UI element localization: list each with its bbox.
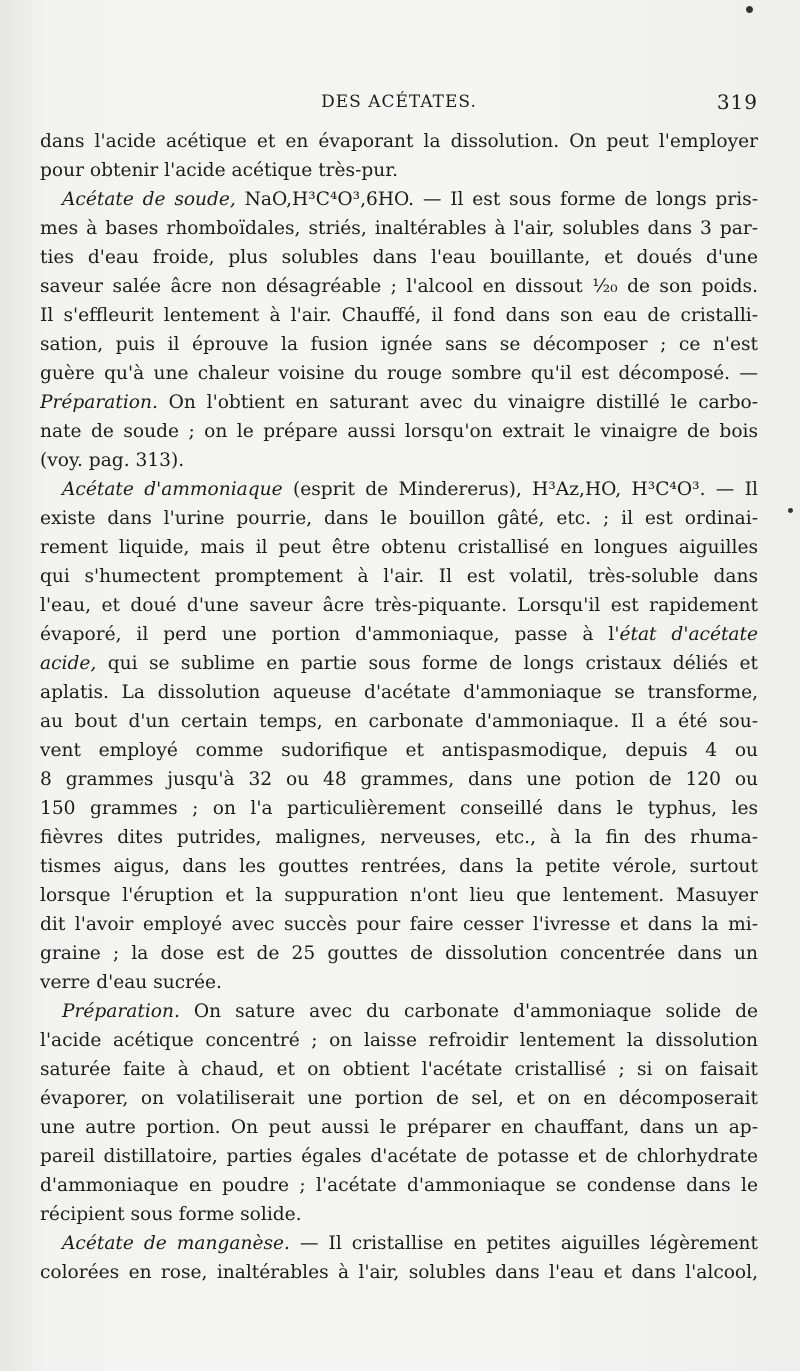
text-line <box>40 620 758 649</box>
text-line <box>40 185 758 214</box>
italic-term: Acétate de soude, <box>62 189 236 210</box>
text-run: l'acide acétique concentré ; on laisse refroidir lentement la dissolution <box>40 1030 758 1051</box>
text-line <box>40 881 758 910</box>
text-line <box>40 997 758 1026</box>
page-number: 319 <box>716 90 758 114</box>
ink-speck <box>788 508 793 513</box>
text-run: saveur salée âcre non désagréable ; l'alcool en dissout ¹⁄₂₀ de son poids. <box>40 276 758 297</box>
text-run: — Il cristallise en petites aiguilles légèrement <box>289 1233 758 1254</box>
text-run: ties d'eau froide, plus solubles dans l'eau bouillante, et doués d'une <box>40 247 758 268</box>
text-run: nate de soude ; on le prépare aussi lorsqu'on extrait le vinaigre de bois <box>40 421 758 442</box>
text-line <box>40 823 758 852</box>
text-run: 150 grammes ; on l'a particulièrement conseillé dans le typhus, les <box>40 798 758 819</box>
text-line <box>40 910 758 939</box>
text-line <box>40 388 758 417</box>
text-run: On l'obtient en saturant avec du vinaigre distillé le carbo- <box>157 392 758 413</box>
text-run: existe dans l'urine pourrie, dans le bouillon gâté, etc. ; il est ordinai- <box>40 508 758 529</box>
text-line <box>40 794 758 823</box>
text-line <box>40 417 758 446</box>
text-line <box>40 156 758 185</box>
text-line <box>40 939 758 968</box>
text-run: aplatis. La dissolution aqueuse d'acétate d'ammoniaque se transforme, <box>40 682 758 703</box>
text-line <box>40 1171 758 1200</box>
text-line <box>40 736 758 765</box>
running-header <box>40 88 758 118</box>
text-run: rement liquide, mais il peut être obtenu cristallisé en longues aiguilles <box>40 537 758 558</box>
italic-term: Préparation. <box>40 392 158 413</box>
text-line <box>40 562 758 591</box>
italic-term: Préparation. <box>62 1001 180 1022</box>
text-line <box>40 243 758 272</box>
text-run: qui se sublime en partie sous forme de longs cristaux déliés et <box>96 653 758 674</box>
text-line <box>40 591 758 620</box>
text-line <box>40 1142 758 1171</box>
text-run: guère qu'à une chaleur voisine du rouge sombre qu'il est décomposé. — <box>40 363 758 384</box>
text-run: vent employé comme sudorifique et antispasmodique, depuis 4 ou <box>40 740 758 761</box>
running-title: DES ACÉTATES. <box>321 92 477 112</box>
text-line <box>40 852 758 881</box>
text-run: lorsque l'éruption et la suppuration n'ont lieu que lentement. Masuyer <box>40 885 758 906</box>
text-run: une autre portion. On peut aussi le préparer en chauffant, dans un ap- <box>40 1117 758 1138</box>
text-run: au bout d'un certain temps, en carbonate d'ammoniaque. Il a été sou- <box>40 711 758 732</box>
text-line <box>40 1229 758 1258</box>
text-line <box>40 707 758 736</box>
text-run: fièvres dites putrides, malignes, nerveuses, etc., à la fin des rhuma- <box>40 827 758 848</box>
text-line <box>40 214 758 243</box>
text-run: l'eau, et doué d'une saveur âcre très-piquante. Lorsqu'il est rapidement <box>40 595 758 616</box>
text-line <box>40 1200 758 1229</box>
italic-term: Acétate de manganèse. <box>62 1233 290 1254</box>
text-run: (esprit de Mindererus), H³Az,HO, H³C⁴O³. — Il <box>282 479 758 500</box>
text-run: colorées en rose, inaltérables à l'air, solubles dans l'eau et dans l'alcool, <box>40 1262 758 1283</box>
text-line <box>40 1084 758 1113</box>
text-run: sation, puis il éprouve la fusion ignée sans se décomposer ; ce n'est <box>40 334 758 355</box>
text-line <box>40 359 758 388</box>
text-line <box>40 968 758 997</box>
text-line <box>40 533 758 562</box>
text-run: évaporé, il perd une portion d'ammoniaque, passe à l' <box>40 624 620 645</box>
text-run: (voy. pag. 313). <box>40 450 185 471</box>
text-run: mes à bases rhomboïdales, striés, inaltérables à l'air, solubles dans 3 par- <box>40 218 758 239</box>
ink-speck <box>746 6 753 13</box>
text-run: évaporer, on volatiliserait une portion de sel, et on en décomposerait <box>40 1088 758 1109</box>
text-run: On sature avec du carbonate d'ammoniaque solide de <box>179 1001 758 1022</box>
text-run: récipient sous forme solide. <box>40 1204 302 1225</box>
text-run: pour obtenir l'acide acétique très-pur. <box>40 160 399 181</box>
text-line <box>40 678 758 707</box>
text-line <box>40 446 758 475</box>
text-line <box>40 301 758 330</box>
text-run: pareil distillatoire, parties égales d'acétate de potasse et de chlorhydrate <box>40 1146 758 1167</box>
text-line <box>40 1055 758 1084</box>
text-run: qui s'humectent promptement à l'air. Il est volatil, très-soluble dans <box>40 566 758 587</box>
text-line <box>40 1258 758 1287</box>
text-run: dit l'avoir employé avec succès pour faire cesser l'ivresse et dans la mi- <box>40 914 758 935</box>
text-run: Il s'effleurit lentement à l'air. Chauffé, il fond dans son eau de cristalli- <box>40 305 758 326</box>
text-run: graine ; la dose est de 25 gouttes de dissolution concentrée dans un <box>40 943 758 964</box>
text-line <box>40 504 758 533</box>
text-run: d'ammoniaque en poudre ; l'acétate d'ammoniaque se condense dans le <box>40 1175 758 1196</box>
italic-term: acide, <box>40 653 97 674</box>
text-line <box>40 127 758 156</box>
text-line <box>40 649 758 678</box>
text-run: saturée faite à chaud, et on obtient l'acétate cristallisé ; si on faisait <box>40 1059 758 1080</box>
text-run: dans l'acide acétique et en évaporant la dissolution. On peut l'employer <box>40 131 758 152</box>
text-line <box>40 475 758 504</box>
body-text <box>40 127 758 1287</box>
text-line <box>40 272 758 301</box>
text-line <box>40 765 758 794</box>
text-run: NaO,H³C⁴O³,6HO. — Il est sous forme de longs pris- <box>235 189 758 210</box>
text-run: tismes aigus, dans les gouttes rentrées, dans la petite vérole, surtout <box>40 856 758 877</box>
italic-term: état d'acétate <box>619 624 758 645</box>
text-line <box>40 1113 758 1142</box>
italic-term: Acétate d'ammoniaque <box>62 479 283 500</box>
text-line <box>40 330 758 359</box>
text-line <box>40 1026 758 1055</box>
text-run: verre d'eau sucrée. <box>40 972 222 993</box>
text-run: 8 grammes jusqu'à 32 ou 48 grammes, dans une potion de 120 ou <box>40 769 758 790</box>
